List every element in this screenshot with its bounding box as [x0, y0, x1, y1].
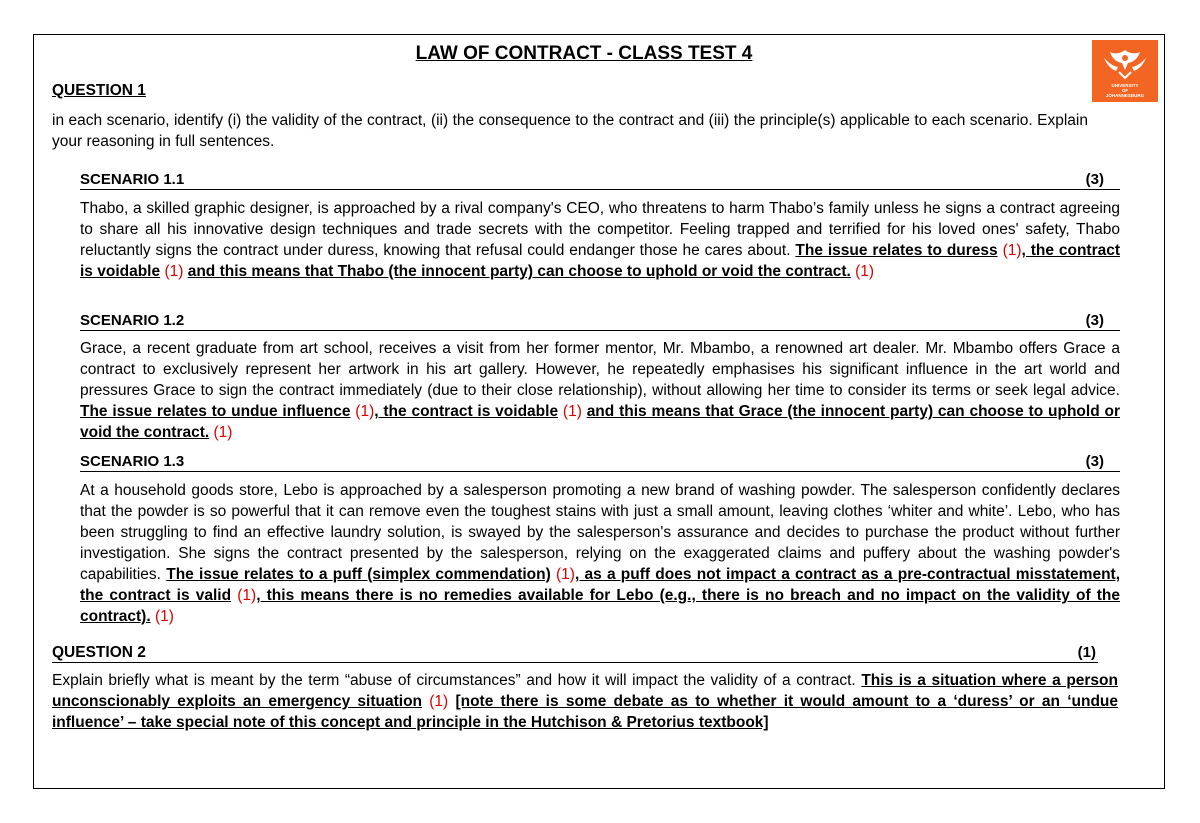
question-2-marks: (1)	[1077, 644, 1096, 661]
question-2-text: Explain briefly what is meant by the term “abuse of circumstances” and how it will impact the validity of a contract.	[52, 672, 856, 689]
scenario-1-2-body	[80, 338, 1120, 443]
mark-badge: (1)	[1002, 242, 1022, 259]
answer-part: This is a situation where a person unconscionably exploits an emergency situation	[52, 672, 1118, 710]
scenario-1-3-header	[80, 450, 1120, 472]
university-logo	[1092, 40, 1158, 102]
mark-badge: (1)	[429, 693, 449, 710]
scenario-marks: (3)	[1085, 171, 1104, 188]
logo-text: UNIVERSITY OF JOHANNESBURG	[1105, 83, 1145, 98]
scenario-text: Thabo, a skilled graphic designer, is approached by a rival company's CEO, who threatens to harm Thabo’s family unless he signs a contract agreeing to share all his innovative design techniques and trade secrets with the competitor. Feeling trapped and terrified for his loved ones' safety, Thabo reluctantly signs the contract under duress, knowing that refusal could endanger those he cares about.	[80, 200, 1120, 259]
scenario-marks: (3)	[1085, 312, 1104, 329]
scenario-text: Grace, a recent graduate from art school, receives a visit from her former mentor, Mr. Mbambo, a renowned art dealer. Mr. Mbambo offers Grace a contract to exclusively represent her artwork in his art gallery. However, he repeatedly emphasises his significant influence in the art world and pressures Grace to sign the contract immediately (due to their close relationship), without allowing her time to consider its terms or seek legal advice.	[80, 340, 1120, 399]
scenario-1-3-body	[80, 480, 1120, 627]
page-title: LAW OF CONTRACT - CLASS TEST 4	[415, 43, 753, 64]
question-2-body	[52, 670, 1118, 733]
mark-badge: (1)	[562, 403, 582, 420]
mark-badge: (1)	[164, 263, 184, 280]
question-2-heading: QUESTION 2	[52, 644, 146, 661]
question-1-instruction: in each scenario, identify (i) the validity of the contract, (ii) the consequence to the contract and (iii) the principle(s) applicable to each scenario. Explain your reasoning in full sentences.	[52, 112, 1088, 150]
scenario-heading: SCENARIO 1.2	[80, 312, 185, 329]
mark-badge: (1)	[355, 403, 375, 420]
answer-part: The issue relates to duress	[795, 242, 998, 259]
answer-part: and this means that Thabo (the innocent party) can choose to uphold or void the contract.	[187, 263, 851, 280]
mark-badge: (1)	[855, 263, 875, 280]
answer-part: , as a puff does not impact a contract as a pre-contractual misstatement, the contract is valid	[80, 566, 1121, 604]
scenario-1-1-header	[80, 168, 1120, 190]
scenario-marks: (3)	[1085, 453, 1104, 470]
scenario-text: At a household goods store, Lebo is approached by a salesperson promoting a new brand of washing powder. The salesperson confidently declares that the powder is so powerful that it can remove even the toughest stains with just a small amount, leaving clothes ‘whiter and white’. Lebo, who has been struggling to find an effective laundry solution, is swayed by the salesperson's assurance and decides to purchase the product without further investigation. She signs the contract presented by the salesperson, relying on the exaggerated claims and puffery about the washing powder's capabilities.	[80, 482, 1120, 583]
answer-part: , the contract is voidable	[80, 242, 1121, 280]
mark-badge: (1)	[556, 566, 575, 583]
scenario-heading: SCENARIO 1.3	[80, 453, 185, 470]
mark-badge: (1)	[213, 424, 233, 441]
scenario-1-1-body	[80, 198, 1120, 282]
answer-part: [note there is some debate as to whether it would amount to a ‘duress’ or an ‘undue influence’ – take special note of this concept and principle in the Hutchison & Pretorius textbook]	[52, 693, 1118, 731]
mark-badge: (1)	[154, 608, 174, 625]
question-1-heading: QUESTION 1	[52, 82, 146, 99]
answer-part: The issue relates to a puff (simplex commendation)	[166, 566, 551, 583]
mark-badge: (1)	[237, 587, 257, 604]
answer-part: , this means there is no remedies available for Lebo (e.g., there is no breach and no impact on the validity of the contract).	[80, 587, 1120, 625]
answer-part: and this means that Grace (the innocent party) can choose to uphold or void the contract.	[80, 403, 1120, 441]
answer-part: , the contract is voidable	[374, 403, 559, 420]
scenario-1-2-header	[80, 309, 1120, 331]
scenario-heading: SCENARIO 1.1	[80, 171, 185, 188]
answer-part: The issue relates to undue influence	[80, 403, 351, 420]
question-2-header	[52, 641, 1098, 663]
